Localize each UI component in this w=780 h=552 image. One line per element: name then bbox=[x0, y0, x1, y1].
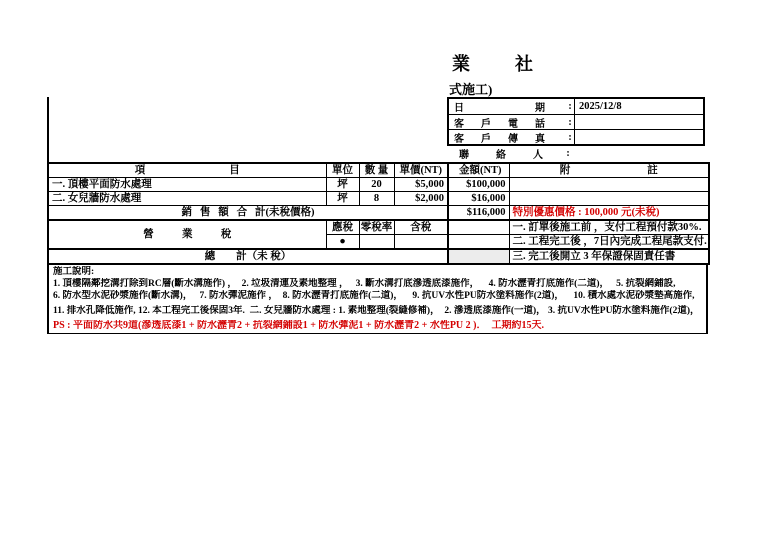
customer-info-box bbox=[447, 97, 705, 146]
item-name: 二. 女兒牆防水處理 bbox=[48, 192, 326, 206]
tax-header-row bbox=[48, 220, 709, 235]
quote-table-wrapper bbox=[47, 162, 710, 265]
notes-line-2: 6. 防水型水泥砂漿施作(斷水溝)， 7. 防水彈泥施作 ， 8. 防水瀝青打底施作(二道)， 9. 抗UV水性PU防水塗料施作(2道)， 10. 積水處水泥砂漿墊高施作, bbox=[53, 291, 695, 301]
customer-fax-colon: : bbox=[568, 131, 572, 143]
item-unit: 坪 bbox=[326, 178, 359, 192]
quote-header-row bbox=[48, 163, 709, 178]
item-unit-price: $2,000 bbox=[394, 192, 448, 206]
warranty-note: 三. 完工後開立 3 年保證保固責任書 bbox=[509, 249, 709, 264]
tax-amount-cell-2 bbox=[448, 235, 509, 250]
payment-term-1: 一. 訂單後施工前 ，支付工程預付款30%. bbox=[509, 220, 709, 235]
total-label: 總 計（未 稅） bbox=[48, 249, 448, 264]
notes-line-3: 11. 排水孔降低施作, 12. 本工程完工後保固3年. 二. 女兒牆防水處理 : 1. 素地整理(裂縫修補)， 2. 滲透底漆施作(一道)， 3. 抗UV水性PU防水塗料施作(2道)， bbox=[53, 306, 700, 316]
item-remark bbox=[509, 178, 709, 192]
business-tax-label: 營 業 稅 bbox=[48, 220, 326, 249]
notes-ps-line: PS : 平面防水共9道(滲透底漆1 + 防水瀝青2 + 抗裂網鋪設1 + 防水彈泥1 + 防水瀝青2 + 水性PU 2 )． 工期約15天. bbox=[53, 320, 544, 331]
contact-person-label: 聯 絡 人 bbox=[459, 150, 543, 161]
notes-heading: 施工說明: bbox=[53, 267, 95, 277]
item-unit: 坪 bbox=[326, 192, 359, 206]
col-header-qty: 數 量 bbox=[359, 163, 394, 178]
zero-rate-cell bbox=[359, 235, 394, 250]
col-header-unit-price: 單價(NT) bbox=[394, 163, 448, 178]
customer-fax-label: 客 戶 傳 真 bbox=[454, 133, 545, 145]
quote-table bbox=[47, 162, 710, 265]
col-header-item: 項 目 bbox=[48, 163, 326, 178]
special-offer-note: 特別優惠價格 : 100,000 元(未稅) bbox=[509, 206, 709, 221]
customer-phone-value bbox=[574, 115, 703, 129]
total-row bbox=[48, 249, 709, 264]
title-char-right: 社 bbox=[515, 54, 534, 74]
customer-info-panel bbox=[447, 97, 705, 161]
info-row-fax bbox=[449, 129, 703, 144]
page-title bbox=[452, 50, 534, 76]
item-amount: $100,000 bbox=[448, 178, 509, 192]
taxable-selected-dot: ● bbox=[326, 235, 359, 250]
total-amount bbox=[448, 249, 509, 264]
title-char-left: 業 bbox=[452, 54, 471, 74]
customer-phone-colon: : bbox=[568, 116, 572, 128]
item-remark bbox=[509, 192, 709, 206]
item-qty: 20 bbox=[359, 178, 394, 192]
item-qty: 8 bbox=[359, 192, 394, 206]
info-row-contact bbox=[447, 146, 705, 161]
item-name: 一. 頂樓平面防水處理 bbox=[48, 178, 326, 192]
tax-zero-rate-header: 零稅率 bbox=[360, 222, 393, 233]
date-colon: : bbox=[568, 101, 572, 112]
notes-line-1: 1. 頂樓隔鄰挖溝打除到RC層(斷水溝施作) ， 2. 垃圾清運及素地整理 ， 3. 斷水溝打底滲透底漆施作， 4. 防水瀝青打底施作(二道)， 5. 抗裂網鋪設, bbox=[53, 279, 676, 289]
tax-amount-cell bbox=[448, 220, 509, 235]
customer-fax-value bbox=[574, 130, 703, 144]
info-row-date bbox=[449, 99, 703, 114]
line-item-row-1 bbox=[48, 178, 709, 192]
construction-notes bbox=[47, 264, 708, 334]
subtotal-amount: $116,000 bbox=[448, 206, 509, 221]
col-header-remark: 附 註 bbox=[509, 163, 709, 178]
item-unit-price: $5,000 bbox=[394, 178, 448, 192]
payment-term-2: 二. 工程完工後 ，7日內完成工程尾款支付. bbox=[509, 235, 709, 250]
subtotal-label: 銷 售 額 合 計(未稅價格) bbox=[48, 206, 448, 221]
page-subtitle: 式施工) bbox=[449, 82, 493, 97]
line-item-row-2 bbox=[48, 192, 709, 206]
contact-person-colon: : bbox=[566, 148, 570, 159]
col-header-amount: 金額(NT) bbox=[448, 163, 509, 178]
tax-included-cell bbox=[394, 235, 448, 250]
tax-included-header: 含稅 bbox=[394, 220, 448, 235]
subtotal-row bbox=[48, 206, 709, 221]
customer-phone-label: 客 戶 電 話 bbox=[454, 118, 545, 130]
contact-person-value bbox=[572, 146, 705, 161]
tax-taxable-header: 應稅 bbox=[326, 220, 359, 235]
item-amount: $16,000 bbox=[448, 192, 509, 206]
date-value: 2025/12/8 bbox=[574, 99, 703, 114]
info-row-phone bbox=[449, 114, 703, 129]
upper-section-left-border bbox=[47, 97, 49, 162]
col-header-unit: 單位 bbox=[326, 163, 359, 178]
date-label: 日 期 bbox=[454, 103, 545, 114]
